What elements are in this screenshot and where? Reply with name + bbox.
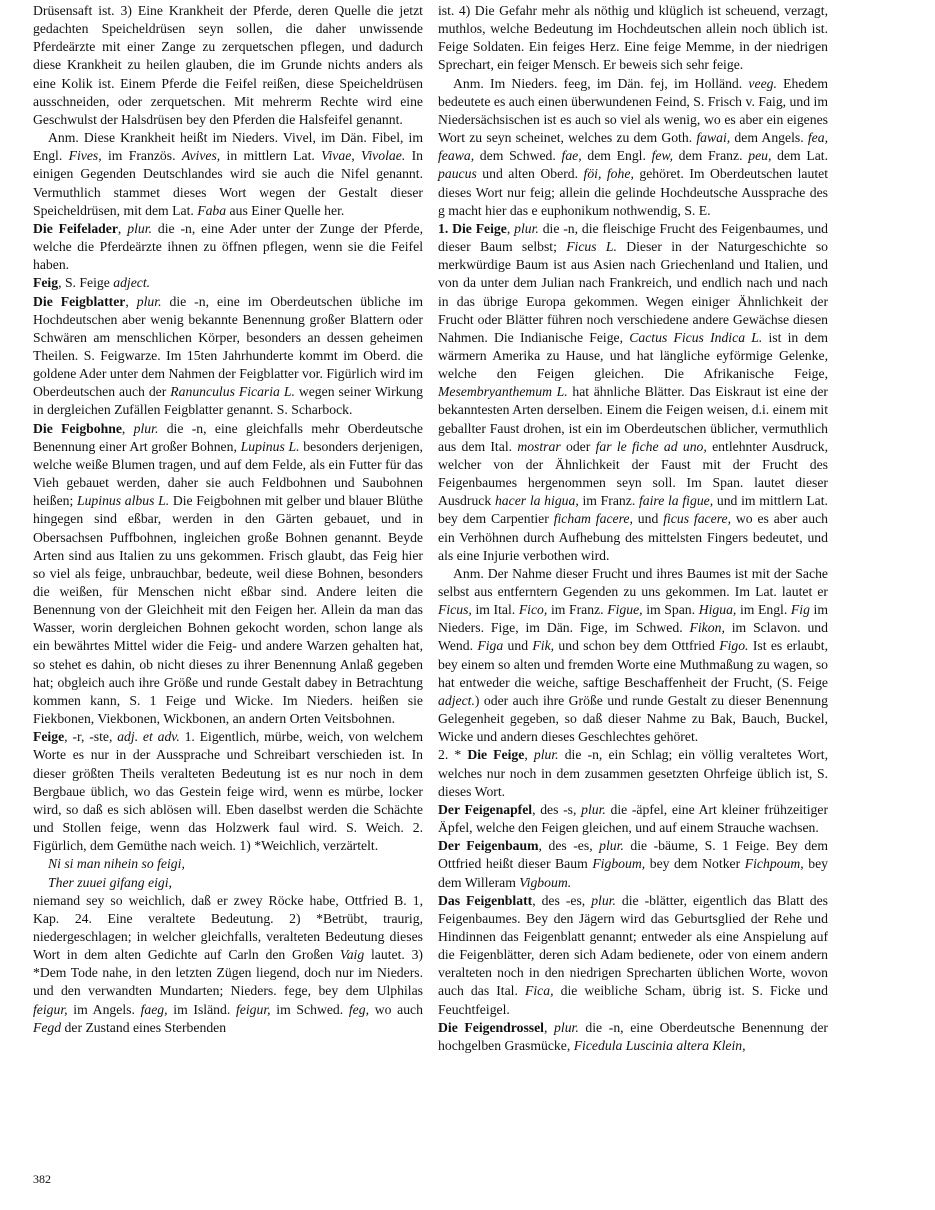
italic-term: Fico, [518,602,548,618]
paragraph [33,274,423,292]
text-run: entlehnter Ausdruck, welcher von der Ähnlichkeit der Faust mit der Frucht des Feigenbaumes hergenommen seyn soll. Im Span. lautet dieser Ausdruck [438,438,828,509]
text-run: und alten Oberd. [476,166,584,182]
paragraph [33,728,423,855]
text-run: Ther zuuei gifang eigi, [48,874,172,890]
text-run: ist. 4) Die Gefahr mehr als nöthig und klüglich ist scheuend, verzagt, muthlos, welche Bedeutung im Hochdeutschen allein noch üblich ist. Feige Soldaten. Ein feiges Herz. Eine feige Memme, in der niedrigen Sprechart, ein feiger Mensch. Er beweis sich sehr feige. [438,3,828,73]
paragraph [33,293,423,420]
headword: Die Feigbohne [33,420,122,436]
italic-term: Fica, [525,983,554,999]
italic-term: Cactus Ficus Indica L. [629,329,763,345]
text-run: und [632,511,664,527]
paragraph [438,746,828,800]
italic-term: Ficedula Luscinia altera Klein, [573,1037,746,1053]
text-run: , -r, -ste, [64,729,118,745]
text-run: gehöret. Im Oberdeutschen lautet dieses Wort nur feig; allein die gelinde Hochdeutsche Aussprache des g macht hier das e euphonikum nothwendig, S. E. [438,166,829,218]
italic-term: plur. [533,747,559,763]
paragraph [33,129,423,220]
text-run: dem Schwed. [474,148,562,164]
italic-term: Fik, [532,638,555,654]
text-run: die -bäume, S. 1 Feige. Bey dem Ottfried heißt dieser Baum [438,838,828,872]
italic-term: faeg, [140,1001,168,1017]
text-run: , des -s, [532,801,582,817]
right-column [438,2,828,1055]
italic-term: feigur, [33,1001,68,1017]
italic-term: Higua, [698,602,737,618]
text-run: der Zustand eines Sterbenden [61,1019,227,1035]
text-run: wegen seiner Wirkung in dergleichen Zufällen Feigblatter genannt. S. Scharbock. [33,384,424,418]
text-run: , S. Feige [58,275,114,291]
text-run: , [117,220,128,236]
text-run: im Nieders. Fige, im Dän. Fige, im Schwed. [438,602,828,636]
text-run: bey dem Notker [645,856,745,872]
text-run: dem Angels. [730,130,808,146]
italic-term: Avives, [181,148,221,164]
text-run: die -n, eine Oberdeutsche Benennung der hochgelben Grasmücke, [438,1019,828,1053]
italic-term: few, [651,148,673,164]
italic-term: plur. [133,420,159,436]
left-column [33,2,423,1037]
text-run: Ist es erlaubt, bey einem so alten und fremden Worte eine Muthmaßung zu wagen, so hat entweder die weiche, saftige Beschaffenheit der Frucht, (S. Feige [438,638,828,690]
text-run: lautet. 3) *Dem Tode nahe, in den letzten Zügen liegend, doch nur im Nieders. und den verwandten Mundarten; Nieders. fege, bey dem Ulphilas [33,947,423,999]
text-run: und schon bey dem Ottfried [554,638,720,654]
paragraph [438,220,828,565]
text-run: die -blätter, eigentlich das Blatt des Feigenbaumes. Bey den Jägern wird das Geburtsglied der Rehe und Hindinnen das Feigenblatt genannt; entweder als eine Anspielung auf die Feigenblätter, deren sich Adam bedienete, oder von einem andern veralteten noch in den niedrigen Sprecharten üblichen Worte, wovon auch das Ital. [438,892,828,999]
text-run: bey dem Willeram [438,856,828,890]
italic-term: Faba [197,202,227,218]
italic-term: plur. [514,220,539,236]
text-run: ist in dem wärmern Amerika zu Hause, und hat längliche eyförmige Gelenke, welche den Feigen gleichen. Die Afrikanische Feige, [438,329,828,382]
text-run: 2. * [438,747,468,763]
text-run: die -äpfel, eine Art kleiner frühzeitiger Äpfel, welche den Feigen gleichen, und auf einem Strauche wachsen. [438,801,828,836]
italic-term: Vigboum. [519,874,572,890]
text-run: im Schwed. [270,1001,349,1017]
text-run: Ni si man nihein so feigi, [48,856,185,872]
italic-term: veeg. [748,75,777,91]
text-run: besonders derjenigen, welche weiße Blumen tragen, und auf dem Felde, als ein Futter für das Vieh gebauet werden, daher sie auch Feldbohnen und Saubohnen heißen; [33,438,423,509]
text-run: Dieser in der Naturgeschichte so merkwürdige Baum ist aus Asien nach Griechenland und Italien, und von da unter dem Julian nach Frankreich, und endlich nach und nach in das übrige Europa gekommen. Wegen einiger Ähnlichkeit der Frucht oder Blätter führen noch verschiedene andere Gewächse diesen Nahmen. Die Indianische Feige, [438,239,828,345]
italic-term: far le fiche ad uno, [595,438,707,454]
italic-term: plur. [591,892,616,908]
headword: Die Feigblatter [33,293,126,309]
text-run: im Ital. [471,602,519,618]
paragraph [33,420,423,729]
italic-term: Ranunculus Ficaria L. [170,384,295,400]
text-run: wo es aber auch ein Verhöhnen durch Aufhebung des mittelsten Fingers bedeutet, und als eine Injurie verbothen wird. [438,511,828,563]
text-run: die -n, eine gleichfalls mehr Oberdeutsche Benennung einer Art großer Bohnen, [33,420,423,454]
italic-term: Ficus, [438,602,472,618]
text-run: , [506,220,515,236]
text-run: dem Engl. [581,148,652,164]
italic-term: Fikon, [689,620,725,636]
italic-term: Mesembryanthemum L. [438,384,568,400]
headword: Der Feigenbaum [438,838,539,854]
text-run: dem Lat. [771,148,829,164]
paragraph [438,2,828,75]
paragraph [438,75,828,220]
italic-term: Figa [477,638,504,654]
italic-term: fawai, [696,130,731,146]
text-run: , [524,747,534,763]
italic-term: feigur, [235,1001,271,1017]
text-run: die -n, eine im Oberdeutschen übliche im Hochdeutschen aber wenig bekannte Benennung großer Blattern oder Schwären am menschlichen Körper, besonders an dessen geheimen Theilen. S. Feigwarze. Im 15ten Jahrhunderte kommt im Oberd. die goldene Ader unter dem Nahmen der Feigblatter vor. Figürlich wird im Oberdeutschen auch der [33,293,423,400]
text-run: ) oder auch ihre Größe und runde Gestalt zu dieser Benennung Gelegenheit gegeben, so daß dieser Nahme zu Bak, Bauch, Buckel, Wicke und andern dieses Geschlechtes gehöret. [438,692,828,745]
italic-term: Vivae, Vivolae. [321,148,406,164]
verse-line [33,874,423,892]
headword: Der Feigenapfel [438,801,533,817]
text-run: im Engl. [736,602,791,618]
text-run: die -n, die fleischige Frucht des Feigenbaumes, und dieser Baum selbst; [438,220,829,255]
italic-term: Lupinus albus L. [76,493,170,509]
headword: Die Feifelader [33,220,118,236]
italic-term: Vaig [339,947,365,963]
text-run: Anm. Der Nahme dieser Frucht und ihres Baumes ist mit der Sache selbst aus entferntern Gegenden zu uns gekommen. Im Lat. lautet er [438,565,828,599]
italic-term: adject. [438,692,475,708]
text-run: hat ähnliche Blätter. Das Eiskraut ist eine der bekanntesten Arten derselben. Einem die Feigen weisen, d.i. einem mit geballter Faust drohen, ist ein im Oberdeutschen üblicher, vermuthlich aus dem Ital. [438,384,828,454]
text-run: niemand sey so weichlich, daß er zwey Röcke habe, Ottfried B. 1, Kap. 24. Eine veraltete Bedeutung. 2) *Betrübt, traurig, niedergeschlagen; in welcher gleichfalls, veralteten Bedeutung dieses Wort in dem alten Gedichte auf Carln den Großen [33,892,423,963]
text-run: Anm. Im Nieders. feeg, im Dän. fej, im Holländ. [453,75,749,91]
italic-term: plur. [554,1019,579,1035]
text-run: Anm. Diese Krankheit heißt im Nieders. Vivel, im Dän. Fibel, im Engl. [33,130,423,164]
headword: Feige [33,729,65,745]
paragraph [438,1019,828,1055]
italic-term: ficus facere, [663,511,732,527]
italic-term: plur. [599,838,624,854]
text-run: in mittlern Lat. [220,148,322,164]
text-run: die weibliche Scham, übrig ist. S. Ficke und Feuchtfeigel. [438,983,828,1017]
italic-term: Fig [790,602,810,618]
text-run: , [121,420,134,436]
text-run: im Angels. [67,1001,141,1017]
italic-term: plur. [581,801,606,817]
italic-term: fae, [561,148,582,164]
page-number: 382 [33,1172,51,1186]
italic-term: paucus [438,166,477,182]
text-run: und [503,638,533,654]
italic-term: Fichpoum, [744,856,804,872]
text-run: im Sclavon. und Wend. [438,620,828,654]
text-run: dem Franz. [673,148,749,164]
italic-term: mostrar [517,438,561,454]
italic-term: Fegd [33,1019,62,1035]
text-run: im Franz. [547,602,608,618]
italic-term: adj. et adv. [117,729,180,745]
paragraph [438,892,828,1019]
text-run: im Isländ. [167,1001,236,1017]
text-run: , des -es, [532,892,592,908]
italic-term: plur. [136,293,162,309]
text-run: im Span. [642,602,699,618]
text-run: aus Einer Quelle her. [226,202,345,218]
text-run: die -n, ein Schlag; ein völlig veraltetes Wort, welches nur noch in dem zusammen gesetzten Ohrfeige üblich ist, S. dieses Wort. [438,747,829,799]
text-run: im Franz. [578,493,639,509]
text-run: im Französ. [101,148,182,164]
italic-term: peu, [748,148,772,164]
italic-term: Ficus L. [566,239,617,255]
text-run: , [543,1019,555,1035]
italic-term: föi, fohe, [583,166,634,182]
text-run: 1. Eigentlich, mürbe, weich, von welchem Worte es nur in der Aussprache und Schreibart verschieden ist. In dieser größten Theils veralteten Bedeutung ist es nur noch in dem Bergbaue üblich, wo das Gestein feige wird, wenn es mürbe, locker wird, so daß es sich ablösen will. Eben daselbst werden die Schächte und Stollen feige, wenn das Holzwerk faul wird. S. Weich. 2. Figürlich, dem Gemüthe nach weich. 1) *Weichlich, verzärtelt. [33,729,423,854]
text-run: , des -es, [538,838,600,854]
text-run: Die Feigbohnen mit gelber und blauer Blüthe hingegen sind eßbar, werden in den Gärten gebauet, und in Obersachsen Puffbohnen, ingleichen große Bohnen genannt. Beyde Arten sind aus Italien zu uns gekommen. Frisch glaubt, das Feig hier so viel als feige, unbrauchbar, bedeute, weil diese Bohnen, besonders die weißen, für Menschen nicht eßbar sind. Andere leiten die Benennung von der Gleichheit mit den Feigen her. Allein da man das Wasser, worin dergleichen Bohnen gekocht worden, schon lange als ein bewährtes Mittel wider die Feig- und andere Warzen gehalten hat, so stehet es dahin, ob nicht dieses zu ihrer Benennung Anlaß gegeben hat; obgleich auch ihre Größe und runde Gestalt dabey in Betrachtung kommen kann, S. 1 Feige und Wicke. Im Nieders. heißen sie Fiekbonen, Viekbonen, Wickbonen, an andern Orten Veitsbohnen. [33,493,423,727]
italic-term: Fives, [68,148,102,164]
italic-term: fea, feawa, [438,130,828,164]
headword: 1. Die Feige [438,220,507,236]
headword: Das Feigenblatt [438,892,533,908]
headword: Die Feigendrossel [438,1019,544,1035]
italic-term: Lupinus L. [240,438,300,454]
italic-term: ficham facere, [553,511,633,527]
italic-term: hacer la higua, [494,493,579,509]
paragraph [33,2,423,129]
italic-term: Figboum, [592,856,646,872]
italic-term: faire la figue, [638,493,714,509]
text-run: wo auch [369,1001,423,1017]
paragraph [438,801,828,837]
italic-term: Figo. [719,638,749,654]
text-run: und im mittlern Lat. bey dem Carpentier [438,493,828,527]
italic-term: adject. [113,275,151,291]
italic-term: feg, [348,1001,370,1017]
text-run: In einigen Gegenden Deutschlandes wird sie auch die Nifel genannt. Vermuthlich stammet dieses Wort wegen der Gestalt dieser Speicheldrüsen, mit dem Lat. [33,148,423,218]
text-run: die -n, eine Ader unter der Zunge der Pferde, welche die Pferdeärzte ihnen zu öffnen pflegen, wenn sie die Feifel haben. [33,220,424,273]
text-run: , [125,293,137,309]
text-run: Ehedem bedeutete es auch einen überwundenen Feind, S. Frisch v. Faig, und im Niedersächsischen ist es auch so viel als wenig, wo es aber ein eigenes Wort zu seyn scheinet, welches zu dem Goth. [438,75,828,146]
verse-line [33,855,423,873]
paragraph [438,565,828,747]
paragraph [438,837,828,891]
italic-term: Figue, [607,602,643,618]
text-run: Drüsensaft ist. 3) Eine Krankheit der Pferde, deren Quelle die jetzt gedachten Speicheldrüsen seyn sollen, die daher unwissende Pferdeärzte mit einer Zange zu zerquetschen pflegen, und dadurch diese Krankheit zu heilen glauben, die im Grunde nichts anders als eine Kolik ist. Einem Pferde die Feifel reißen, diese Speicheldrüsen ausschneiden, oder zerquetschen. Mit mehrerm Rechte wird eine Geschwulst der Halsdrüsen bey den Pferden die Halsfeifel genannt. [33,3,423,127]
paragraph [33,892,423,1037]
italic-term: plur. [127,220,152,236]
text-run: oder [560,438,596,454]
headword: Die Feige [467,747,525,763]
headword: Feig [33,275,59,291]
paragraph [33,220,423,274]
